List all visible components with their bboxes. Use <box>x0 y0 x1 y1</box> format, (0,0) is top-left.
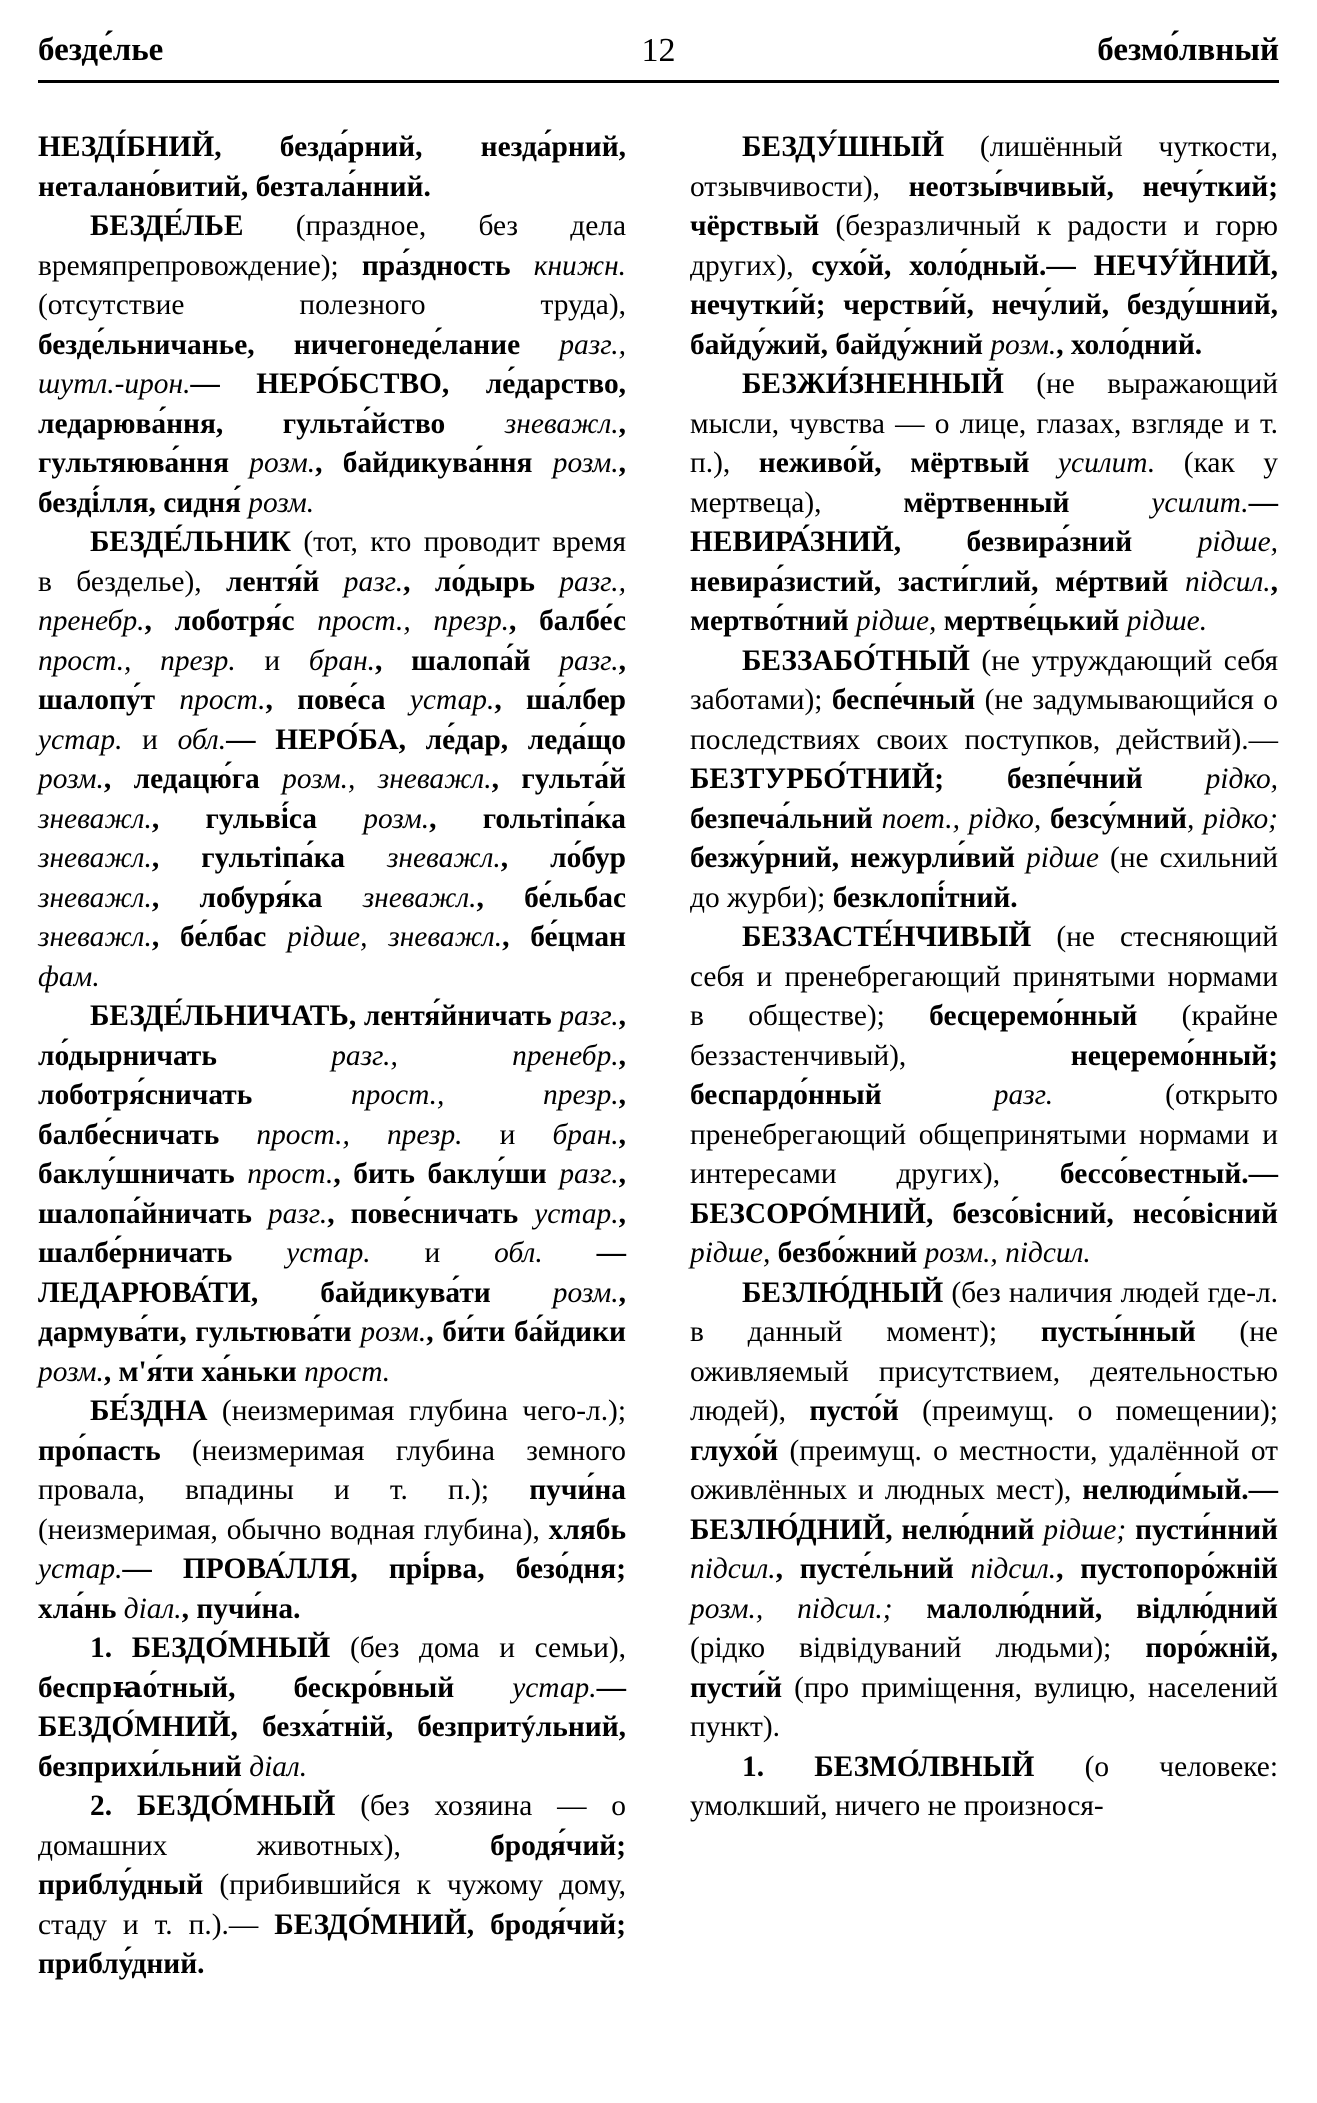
dictionary-entry <box>690 1274 1278 1748</box>
entry-headword-text: — НЕРО́БСТВО, ле́дарство, ледарюва́ння, гульта́йство <box>38 368 626 440</box>
entry-gloss-text: (неизмеримая глубина земного провала, впадины и т. п.); <box>38 1434 626 1506</box>
entry-headword-text: глухо́й <box>690 1434 779 1467</box>
entry-gloss-text: (про приміщення, вулицю, населений пункт). <box>690 1671 1278 1743</box>
entry-gloss-text <box>229 447 249 479</box>
entry-gloss-text <box>1143 763 1206 795</box>
entry-gloss-text <box>454 1672 512 1704</box>
entry-gloss-text: и <box>235 644 309 677</box>
entry-usage-label: розм., підсил. <box>924 1237 1091 1269</box>
entry-headword-text: , холо́дний. <box>1056 328 1203 361</box>
entry-usage-label: розм., зневажл. <box>282 763 492 795</box>
entry-headword-text: лентя́й <box>226 565 320 598</box>
entry-usage-label: розм. <box>363 802 430 835</box>
dictionary-entry <box>38 207 626 523</box>
entry-usage-label: разг. <box>559 1000 619 1032</box>
entry-headword-text: бессо́вестный.— БЕЗСОРО́МНИЙ, безсо́вісний, несо́вісний <box>690 1158 1278 1230</box>
running-header <box>38 28 1279 83</box>
entry-gloss-text: (прибившийся к чужому дому, стаду и т. п.).— <box>38 1869 626 1941</box>
entry-usage-label: підсил. <box>970 1553 1057 1585</box>
entry-headword-text: безпеча́льний <box>690 802 873 835</box>
dictionary-entry <box>690 128 1278 365</box>
entry-usage-label: рідше, <box>856 605 937 637</box>
entry-gloss-text <box>386 684 410 716</box>
entry-headword-text: , гольтіпа́ка <box>429 802 626 835</box>
entry-headword-text: , лоботря́сничать <box>38 1039 626 1111</box>
entry-gloss-text: (рідко відвідуваний людьми); <box>690 1632 1146 1664</box>
entry-headword-text: , пучи́на. <box>181 1592 301 1625</box>
entry-headword-text: , ло́дырь <box>403 565 535 598</box>
entry-usage-label: зневажл. <box>38 842 152 874</box>
entry-headword-text: , балбе́с <box>509 605 626 637</box>
entry-usage-label: діал. <box>249 1750 308 1783</box>
entry-gloss-text <box>252 1079 351 1111</box>
entry-usage-label: зневажл. <box>362 881 477 914</box>
entry-usage-label: устар. <box>409 684 495 716</box>
entry-gloss-text <box>873 803 882 835</box>
entry-headword-text: , безді́лля, сидня́ <box>38 447 626 519</box>
entry-gloss-text <box>345 842 387 874</box>
entry-gloss-text <box>116 1593 123 1625</box>
entry-headword-text: безжу́рний, нежурли́вий <box>690 842 1015 874</box>
dictionary-entry <box>690 365 1278 642</box>
entry-gloss-text: (праздное, без дела времяпрепровождение); <box>38 210 626 282</box>
entry-gloss-text: (преимущ. о местности, удалённой от оживлённых и людных мест), <box>690 1434 1278 1506</box>
entry-usage-label: усилит. <box>1151 486 1249 519</box>
entry-headword-text: , пове́сничать <box>327 1197 519 1230</box>
entry-usage-label: прост., презр. <box>256 1118 463 1151</box>
entry-gloss-text: и <box>370 1237 495 1269</box>
entry-gloss-text: (не оживляемый присутствием, деятельностью людей), <box>690 1316 1278 1427</box>
dictionary-entry <box>690 918 1278 1274</box>
entry-usage-label: розм. <box>552 1276 619 1309</box>
entry-headword-text: пучи́на <box>529 1474 626 1506</box>
entry-gloss-text: (не задумывающийся о последствиях своих поступков, действий).— <box>690 684 1278 756</box>
entry-gloss-text <box>1015 842 1026 874</box>
entry-headword-text: — НЕВИРА́ЗНИЙ, безвира́зний <box>690 486 1278 558</box>
entry-headword-text: , баклу́шничать <box>38 1118 626 1190</box>
entry-gloss-text <box>849 605 856 637</box>
entry-gloss-text <box>235 1158 248 1190</box>
dictionary-entry <box>38 523 626 997</box>
dictionary-entry <box>38 997 626 1392</box>
entry-headword-text: , шалопа́йничать <box>38 1158 626 1230</box>
entry-headword-text: , гульві́са <box>151 802 317 835</box>
entry-headword-text: безклопі́тний. <box>832 881 1018 914</box>
entry-usage-label: прост. <box>247 1158 334 1190</box>
entry-usage-label: прост., презр. <box>38 644 236 677</box>
entry-headword-text: , дармува́ти, гультюва́ти <box>38 1276 626 1348</box>
entry-gloss-text <box>1029 447 1058 479</box>
page-number: 12 <box>641 32 676 69</box>
entry-headword-text: , лоботря́с <box>144 605 295 637</box>
entry-headword-text: 1. БЕЗМО́ЛВНЫЙ <box>742 1750 1035 1783</box>
entry-gloss-text: (без наличия людей где-л. в данный момент); <box>690 1276 1278 1348</box>
entry-headword-text: безде́льничанье, ничегонеде́лание <box>38 328 521 361</box>
entry-usage-label: устар. <box>38 1553 123 1585</box>
entry-usage-label: обл. <box>177 723 227 756</box>
entry-usage-label: бран. <box>308 644 375 677</box>
entry-headword-text: , балбе́сничать <box>38 1079 626 1151</box>
entry-gloss-text <box>518 1198 534 1230</box>
entry-usage-label: розм. <box>990 328 1057 361</box>
entry-headword-text: , шалбе́рничать <box>38 1197 626 1269</box>
entry-headword-text: , пусте́льний <box>775 1553 954 1585</box>
dictionary-entry <box>690 1748 1278 1827</box>
entry-gloss-text: (преимущ. о помещении); <box>898 1395 1278 1427</box>
entry-gloss-text <box>217 1040 331 1072</box>
entry-headword-text: — БЕЗДО́МНИЙ, безха́тній, безпритýльний, безприхи́льний <box>38 1671 626 1783</box>
entry-gloss-text <box>535 566 559 598</box>
entry-headword-text: , пове́са <box>265 684 386 716</box>
entry-gloss-text: (не схильний до журби); <box>690 842 1278 914</box>
entry-usage-label: рідше; <box>1043 1513 1127 1546</box>
entry-gloss-text <box>266 921 287 953</box>
dictionary-entry <box>38 128 626 207</box>
header-last-entry: безмо́лвный <box>1097 32 1279 68</box>
entry-headword-text: беспе́чный <box>831 684 976 716</box>
entry-gloss-text <box>260 763 282 795</box>
entry-usage-label: разг. <box>993 1079 1054 1111</box>
entry-usage-label: розм. <box>552 447 619 479</box>
entry-gloss-text: (открыто пренебрегающий общепринятыми нормами и интересами других), <box>690 1079 1278 1190</box>
entry-usage-label: обл. <box>494 1237 543 1269</box>
entry-headword-text: — НЕРО́БА, ле́дар, леда́що <box>226 723 626 756</box>
entry-headword-text: безсу́мний <box>1041 802 1187 835</box>
entry-headword-text: , байдикува́ння <box>315 447 533 479</box>
entry-gloss-text: (без дома и семьи), <box>330 1632 626 1664</box>
entry-usage-label: рідше. <box>1126 605 1208 637</box>
entry-usage-label: розм. <box>38 1355 104 1388</box>
entry-headword-text: , ледацю́га <box>103 763 260 795</box>
entry-headword-text: БЕЗДО́МНИЙ, бродя́чий; приблу́дний. <box>38 1908 626 1980</box>
entry-headword-text: мертве́цький <box>936 605 1120 637</box>
entry-usage-label: зневажл. <box>504 407 619 440</box>
entry-headword-text: про́пасть <box>38 1434 161 1467</box>
entry-gloss-text <box>252 1198 268 1230</box>
entry-usage-label: розм. <box>248 486 315 519</box>
entry-gloss-text <box>219 1119 256 1151</box>
left-column <box>38 128 626 1985</box>
entry-headword-text: невира́зистий, засти́глий, мéртвий <box>690 565 1169 598</box>
entry-usage-label: прост., презр. <box>317 605 509 637</box>
entry-gloss-text: и <box>462 1118 553 1151</box>
entry-gloss-text <box>445 408 505 440</box>
entry-gloss-text <box>954 1553 971 1585</box>
entry-usage-label: розм. <box>249 447 316 479</box>
dictionary-entry <box>690 642 1278 919</box>
entry-headword-text: беспрꙗо́тный, бескро́вный <box>38 1671 455 1704</box>
entry-headword-text: БЕЗТУРБО́ТНИЙ; безпе́чний <box>690 763 1143 795</box>
entry-headword-text: сухо́й, холо́дный.— НЕЧУ́ЙНИЙ, нечутки́й; черстви́й, нечу́лий, безду́шний, байду́жий, байду́жний <box>690 249 1279 361</box>
entry-headword-text: , гульта́й <box>491 763 626 795</box>
entry-usage-label: розм., підсил.; <box>690 1592 893 1625</box>
entry-usage-label: бран. <box>552 1118 619 1151</box>
entry-usage-label: книжн. <box>533 249 626 282</box>
entry-usage-label: устар. <box>38 723 123 756</box>
right-column <box>690 128 1278 1827</box>
entry-headword-text: безбо́жний <box>770 1237 918 1269</box>
entry-headword-text: , ло́бур <box>500 842 626 874</box>
entry-usage-label: устар. <box>512 1671 597 1704</box>
entry-gloss-text: (не выражающий мысли, чувства — о лице, глазах, взгляде и т. п.), <box>690 368 1278 479</box>
entry-gloss-text <box>511 250 534 282</box>
entry-headword-text: мёртвенный <box>903 486 1070 519</box>
entry-headword-text: БЕЗЖИ́ЗНЕННЫЙ <box>742 368 1004 400</box>
entry-usage-label: підсил. <box>690 1553 776 1585</box>
entry-usage-label: устар. <box>286 1237 371 1269</box>
entry-headword-text: , пустопоро́жній <box>1056 1553 1278 1585</box>
entry-usage-label: поет., рідко, <box>881 802 1042 835</box>
entry-gloss-text <box>491 1277 553 1309</box>
entry-gloss-text <box>1119 605 1126 637</box>
entry-usage-label: прост. <box>179 684 266 716</box>
entry-headword-text: пусты́нный <box>1040 1316 1196 1348</box>
entry-gloss-text <box>520 329 559 361</box>
entry-gloss-text <box>297 1356 304 1388</box>
entry-headword-text: , бе́цман <box>502 921 626 953</box>
entry-headword-text: БЕЗДУ́ШНЫЙ <box>742 131 945 163</box>
entry-gloss-text: (о человеке: умолкший, ничего не произнося- <box>690 1750 1278 1822</box>
entry-usage-label: разг., пренебр. <box>38 565 626 637</box>
entry-gloss-text: (как у мертвеца), <box>690 447 1278 519</box>
dictionary-entry <box>38 1629 626 1787</box>
entry-usage-label: рідше, <box>1197 526 1278 558</box>
entry-headword-text: — ЛЕДАРЮВА́ТИ, байдикува́ти <box>38 1237 626 1309</box>
entry-headword-text: , бе́льбас <box>476 881 626 914</box>
entry-usage-label: разг. <box>559 1158 619 1190</box>
entry-headword-text: 1. БЕЗДО́МНЫЙ <box>90 1632 331 1664</box>
entry-usage-label: разг. <box>559 644 619 677</box>
entry-usage-label: разг. <box>267 1197 328 1230</box>
entry-gloss-text <box>295 605 318 637</box>
entry-gloss-text <box>155 684 179 716</box>
entry-headword-text: пра́здность <box>361 249 511 282</box>
entry-usage-label: разг., пренебр. <box>331 1039 619 1072</box>
entry-headword-text: БЕЗЗАБО́ТНЫЙ <box>742 644 970 677</box>
dictionary-entry <box>38 1392 626 1629</box>
entry-headword-text: БЕЗДЕ́ЛЬНИК <box>90 526 291 558</box>
entry-gloss-text: (тот, кто проводит время в безделье), <box>38 526 626 598</box>
entry-headword-text: , шалопу́т <box>38 644 626 716</box>
entry-usage-label: зневажл. <box>38 921 152 953</box>
entry-gloss-text <box>917 1237 924 1269</box>
entry-headword-text: , бе́лбас <box>151 921 267 953</box>
entry-usage-label: усилит. <box>1058 447 1156 479</box>
entry-headword-text: , лобуря́ка <box>151 881 323 914</box>
entry-headword-text: нелюди́мый.— БЕЗЛЮ́ДНИЙ, нелю́дний <box>690 1474 1278 1546</box>
entry-gloss-text: (неизмеримая, обычно водная глубина), <box>38 1513 549 1546</box>
entry-gloss-text: (не утруждающий себя заботами); <box>690 644 1278 716</box>
entry-gloss-text: (безразличный к радости и горю других), <box>690 210 1278 282</box>
entry-headword-text: — ПРОВА́ЛЛЯ, прі́рва, безо́дня; хла́нь <box>38 1553 626 1625</box>
entry-headword-text: , ша́лбер <box>494 684 626 716</box>
entry-headword-text: БЕЗДЕ́ЛЬНИЧАТЬ, лентя́йничать <box>90 1000 552 1032</box>
entry-gloss-text: (отсутствие полезного труда), <box>38 289 626 321</box>
entry-usage-label: разг. <box>343 565 404 598</box>
entry-headword-text: неживо́й, мёртвый <box>758 447 1030 479</box>
entry-gloss-text <box>532 447 552 479</box>
entry-gloss-text: (неизмеримая глубина чего-л.); <box>207 1395 626 1427</box>
dictionary-entry <box>38 1787 626 1985</box>
entry-usage-label: рідше, зневажл. <box>287 921 503 953</box>
entry-gloss-text: (не стесняющий себя и пренебрегающий принятыми нормами в обществе); <box>690 921 1278 1032</box>
entry-gloss-text <box>319 566 343 598</box>
entry-headword-text: НЕЗДІ́БНИЙ, безда́рний, незда́рний, неталано́витий, безтала́нний. <box>38 131 626 203</box>
entry-gloss-text <box>232 1237 286 1269</box>
entry-headword-text: , м'я́ти ха́ньки <box>103 1355 297 1388</box>
entry-usage-label: рідше <box>1026 842 1099 874</box>
entry-usage-label: рідше, <box>690 1237 771 1269</box>
entry-headword-text: бродя́чий; приблу́дный <box>38 1829 626 1901</box>
entry-usage-label: , рідко; <box>1186 802 1278 835</box>
entry-headword-text: нецеремо́нный; беспардо́нный <box>690 1039 1278 1111</box>
entry-usage-label: прост. <box>304 1355 391 1388</box>
entry-usage-label: прост., презр. <box>350 1079 619 1111</box>
entry-usage-label: розм. <box>38 763 104 795</box>
entry-headword-text: , би́ти ба́йдики <box>426 1316 626 1348</box>
entry-usage-label: разг., шутл.-ирон. <box>38 328 626 400</box>
entry-usage-label: розм. <box>360 1316 427 1348</box>
entry-headword-text: , гультіпа́ка <box>151 842 345 874</box>
entry-headword-text: пусти́нний <box>1126 1513 1278 1546</box>
entry-gloss-text: и <box>122 723 178 756</box>
entry-headword-text: малолю́дний, відлю́дний <box>892 1592 1278 1625</box>
entry-gloss-text <box>1132 526 1198 558</box>
entry-usage-label: фам. <box>38 960 100 993</box>
entry-gloss-text: (крайне беззастенчивый), <box>690 1000 1278 1072</box>
entry-gloss-text <box>882 1079 994 1111</box>
entry-usage-label: зневажл. <box>38 802 152 835</box>
entry-headword-text: БЕЗЛЮ́ДНЫЙ <box>742 1276 944 1309</box>
entry-gloss-text: (лишённый чуткости, отзывчивости), <box>690 131 1278 203</box>
entry-headword-text: неотзы́вчивый, нечу́ткий; чёрствый <box>690 170 1278 242</box>
entry-gloss-text <box>547 1158 560 1190</box>
entry-headword-text: БЕЗДЕ́ЛЬЕ <box>90 210 244 242</box>
entry-headword-text: , бить баклу́ши <box>333 1158 547 1190</box>
entry-gloss-text <box>531 645 560 677</box>
entry-gloss-text <box>322 882 362 914</box>
entry-usage-label: устар. <box>534 1197 619 1230</box>
entry-headword-text: пусто́й <box>809 1395 899 1427</box>
entry-usage-label: зневажл. <box>386 842 501 874</box>
entry-usage-label: рідко, <box>1205 763 1278 795</box>
entry-usage-label: діал. <box>123 1592 182 1625</box>
entry-headword-text: БЕ́ЗДНА <box>90 1395 208 1427</box>
entry-headword-text: , гультяюва́ння <box>38 407 626 479</box>
entry-gloss-text <box>1069 487 1151 519</box>
entry-usage-label: підсил. <box>1185 565 1271 598</box>
entry-headword-text: БЕЗЗАСТЕ́НЧИВЫЙ <box>742 921 1032 953</box>
entry-headword-text: , ло́дырничать <box>38 1000 626 1072</box>
entry-headword-text: , шалопа́й <box>375 644 531 677</box>
entry-headword-text: поро́жній, пусти́й <box>690 1632 1278 1704</box>
entry-usage-label: зневажл. <box>38 881 152 914</box>
entry-headword-text: 2. БЕЗДО́МНЫЙ <box>90 1790 336 1822</box>
entry-gloss-text <box>317 803 363 835</box>
entry-gloss-text <box>1168 566 1185 598</box>
entry-headword-text: , мертво́тний <box>690 565 1278 637</box>
entry-gloss-text: (без хозяина — о домашних животных), <box>38 1790 626 1862</box>
header-first-entry: безде́лье <box>38 32 164 68</box>
entry-headword-text: хлябь <box>548 1513 626 1546</box>
entry-headword-text: бесцеремо́нный <box>929 1000 1138 1032</box>
